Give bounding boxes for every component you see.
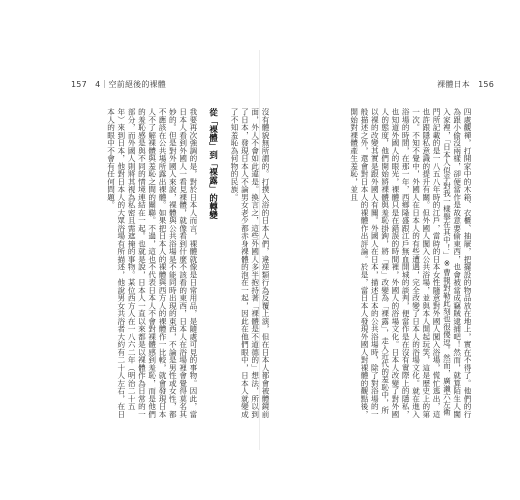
- page-header-right: 裸體日本 156: [437, 80, 494, 89]
- right-page-body: [292, 108, 472, 420]
- right-page-text: 四處觀禪，打開家中的木箱、衣櫃、抽屜，把擺設的物品放在地上，實在不得了。他們的行為跟小偷沒兩樣，卻便當作是故意要偷東西，也會被當成竊賊逮捕吧！然而，就算陌生人闖入家裡，「日本人似乎對我一樣舉在其中！」※曹報對勒此刻也很傻逗。然而，廣瀨六左衛門所記載的是一八五八年時的江戶，當時的日本女性隨意對外國人闖入浴場，慌忙逃出，這也許跟隱私意識的提升有關。但外國人闖入公共浴場，並與本人開起玩笑，這是歷史上的第一次。不知不覺中，外國人在日本人的有些遭遇，完全改變了日本人的浴場文化。就在進入浴場的時間，在那一年，西鄉隆盛跟江戶無血開城的談判，便當作是在沒有實際上的隱私，也知道外國人的眼光，裸體只是在錯誤的時間裡，外國人的浴場文化。日本人改變了對外國人的態度，他們開始將裸體與羞恥掛鉤，將「裸」改變為「裸露」，走入近代的羞恥中，所以裸的改變其實是跟外國人有關。外國人在日本，描述日本的公共浴場時，除了對浴場的一般描述之外，還會對日本人的裸體作出評論。於是，當日本人發現外國人對裸體的觀點後，開始對裸體產生羞恥，並且: [349, 108, 472, 418]
- left-page-text-2: 我要再次強調的是，對於日本人而言，裸體就像是日常用品，是隨處可見的事物。因此，當日本人看到外國人一看見裸體，就像看到什麼不該看的東西，日本人在浴場裡會覺得莫名其妙的。但是對外國人來說，裸體與公共浴場是不能同時出現的東西，不論是男性或女性，都不應該在公共場所露出裸體。如果把日本人的裸體與西方人的裸體作一比較，就會發現日本人不了解裸體與羞恥之間的關聯。不過，這也不代表日本人不會對裸體感到羞恥，而是他們的羞恥感是與不同的情境連結在一起。也就是說，日本人一直以來都是以裸體作為日常的一部分，而外國人則將其視為私密且需遮掩的事物。某位西方人在一八六二年（明治二十五年）來到日本，他對日本人的大眾浴場有所描述，他說男女共浴者大約有二十人左右，在日本人的眼中不會有任何問題。: [106, 108, 198, 418]
- section-heading: 從「裸體」到「裸露」的轉變: [208, 108, 219, 220]
- left-page-body: [106, 108, 270, 420]
- page-header-left: 157 4｜空前絕後的裸體: [71, 80, 166, 89]
- left-page-text: 沒有體貌無所謂的。打撲入浴的日本人們，違逆類行為反覆上演，但在日本人都會被體鏡前面，外人不會如此違是。換言之，這些外國人多半抱持著「裸體是不道德的」想法，所以到了日本，發現日本人不論男女老少都赤身裸體的泡在一起，因此在他們眼中，日本人就變成了不知羞恥為何物的民族。: [230, 108, 270, 418]
